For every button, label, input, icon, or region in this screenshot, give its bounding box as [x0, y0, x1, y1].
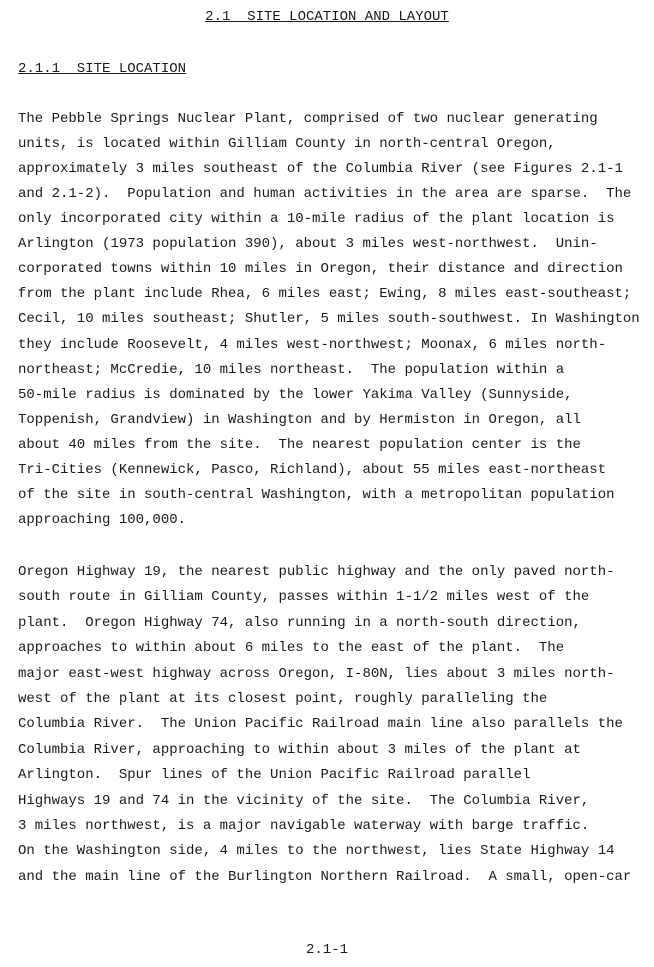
paragraph-1-line: approximately 3 miles southeast of the Columbia River (see Figures 2.1-1	[18, 161, 623, 178]
paragraph-2-line: On the Washington side, 4 miles to the northwest, lies State Highway 14	[18, 843, 615, 860]
paragraph-1-line: Toppenish, Grandview) in Washington and by Hermiston in Oregon, all	[18, 411, 581, 428]
paragraph-1-line: Cecil, 10 miles southeast; Shutler, 5 miles south-southwest. In Washington	[18, 311, 640, 328]
paragraph-2-line: Columbia River. The Union Pacific Railroad main line also parallels the	[18, 716, 623, 733]
paragraph-2-line: south route in Gilliam County, passes within 1-1/2 miles west of the	[18, 589, 590, 606]
paragraph-2-line: west of the plant at its closest point, roughly paralleling the	[18, 691, 548, 707]
paragraph-1-line: and 2.1-2). Population and human activities in the area are sparse. The	[18, 186, 632, 203]
paragraph-2-line: 3 miles northwest, is a major navigable waterway with barge traffic.	[18, 818, 590, 834]
paragraph-2-line: approaches to within about 6 miles to the east of the plant. The	[18, 640, 565, 657]
paragraph-2-line: Arlington. Spur lines of the Union Pacific Railroad parallel	[18, 767, 531, 784]
paragraph-1-line: corporated towns within 10 miles in Oregon, their distance and direction	[18, 261, 623, 278]
paragraph-1-line: The Pebble Springs Nuclear Plant, comprised of two nuclear generating	[18, 111, 598, 127]
paragraph-1-line: northeast; McCredie, 10 miles northeast. The population within a	[18, 361, 565, 378]
paragraph-1-line: approaching 100,000.	[18, 511, 187, 528]
paragraph-2-line: Columbia River, approaching to within about 3 miles of the plant at	[18, 741, 581, 758]
paragraph-2-line: Oregon Highway 19, the nearest public highway and the only paved north-	[18, 564, 615, 580]
paragraph-2-line: Highways 19 and 74 in the vicinity of the site. The Columbia River,	[18, 792, 590, 809]
paragraph-1-line: 50-mile radius is dominated by the lower Yakima Valley (Sunnyside,	[18, 386, 573, 403]
section-title: 2.1 SITE LOCATION AND LAYOUT	[205, 9, 449, 25]
paragraph-1-line: of the site in south-central Washington, with a metropolitan population	[18, 486, 615, 503]
paragraph-2-line: and the main line of the Burlington Northern Railroad. A small, open-car	[18, 868, 632, 885]
subsection-title: 2.1.1 SITE LOCATION	[18, 61, 187, 77]
paragraph-1-line: Arlington (1973 population 390), about 3 miles west-northwest. Unin-	[18, 236, 598, 253]
paragraph-1-line: about 40 miles from the site. The nearest population center is the	[18, 436, 581, 453]
paragraph-1-line: only incorporated city within a 10-mile radius of the plant location is	[18, 211, 615, 228]
paragraph-2-line: plant. Oregon Highway 74, also running in a north-south direction,	[18, 614, 581, 631]
paragraph-1-line: units, is located within Gilliam County in north-central Oregon,	[18, 136, 556, 153]
paragraph-1-line: Tri-Cities (Kennewick, Pasco, Richland), about 55 miles east-northeast	[18, 461, 607, 478]
paragraph-1-line: they include Roosevelt, 4 miles west-northwest; Moonax, 6 miles north-	[18, 336, 607, 353]
paragraph-2-line: major east-west highway across Oregon, I-80N, lies about 3 miles north-	[18, 665, 615, 682]
paragraph-1-line: from the plant include Rhea, 6 miles east; Ewing, 8 miles east-southeast;	[18, 286, 632, 303]
page-number: 2.1-1	[305, 942, 348, 958]
